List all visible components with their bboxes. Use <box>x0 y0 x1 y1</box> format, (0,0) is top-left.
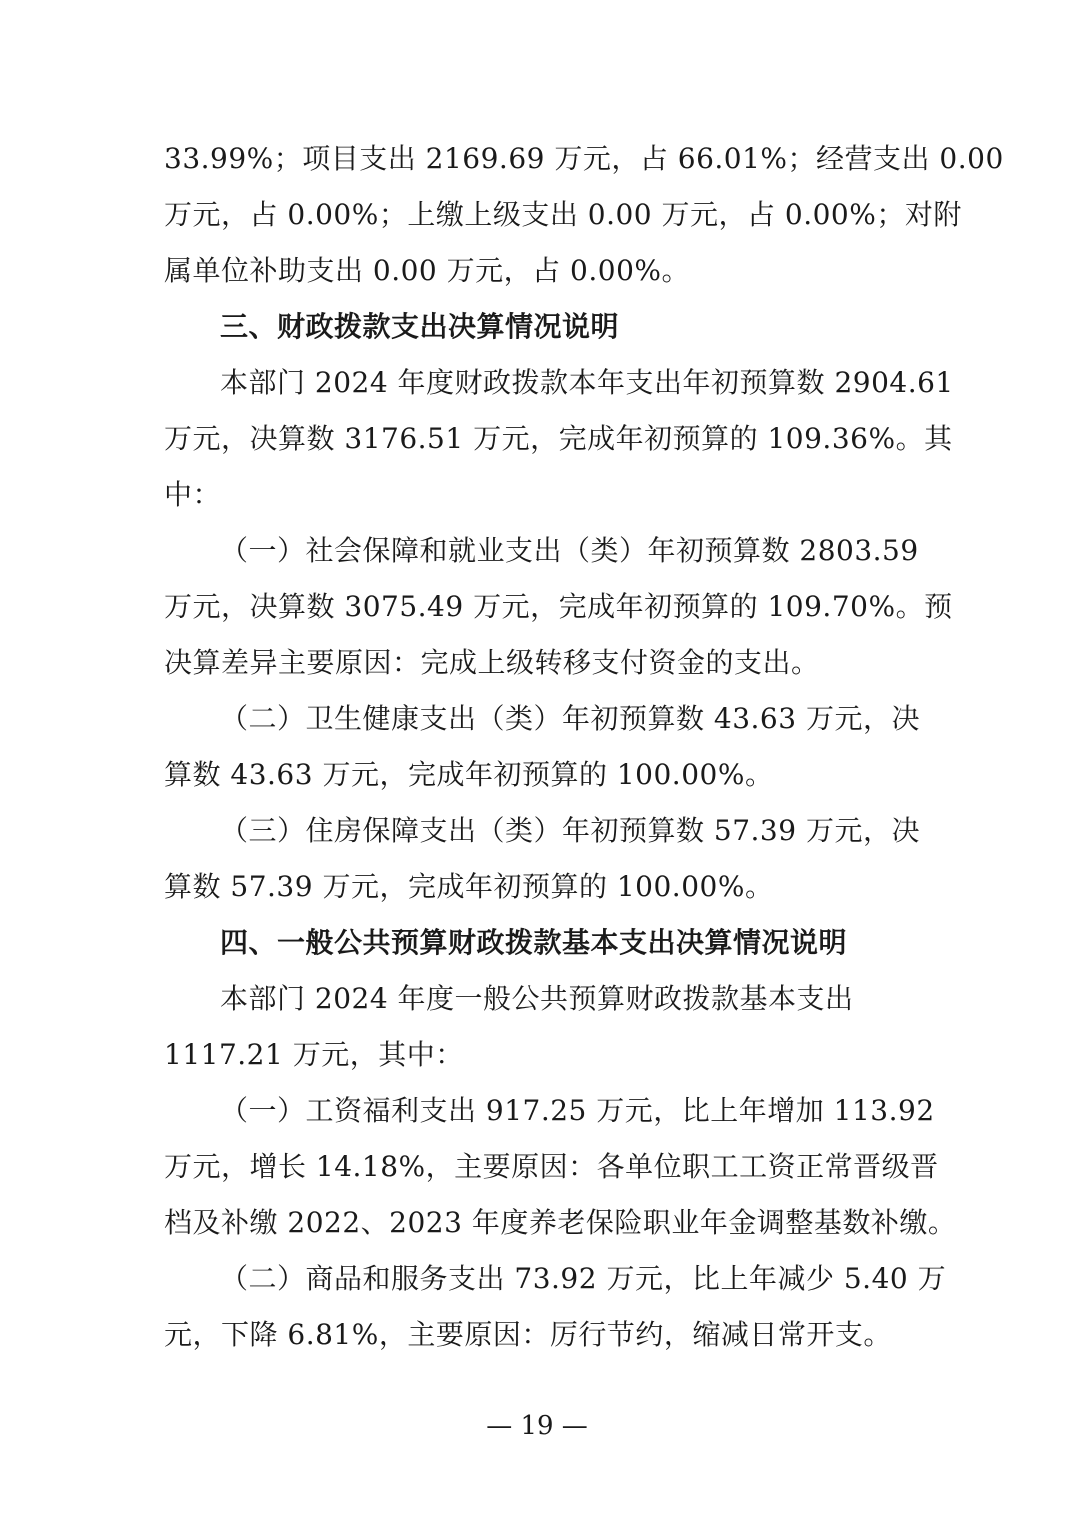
text-line: 本部门 2024 年度一般公共预算财政拨款基本支出 <box>220 982 854 1015</box>
text-line: 元，下降 6.81%，主要原因：厉行节约，缩减日常开支。 <box>164 1318 892 1351</box>
text-line: 算数 43.63 万元，完成年初预算的 100.00%。 <box>164 758 774 791</box>
page-number: — 19 — <box>486 1411 588 1441</box>
text-line: （二）卫生健康支出（类）年初预算数 43.63 万元，决 <box>220 702 920 735</box>
text-line: （一）工资福利支出 917.25 万元，比上年增加 113.92 <box>220 1094 935 1127</box>
text-line: 属单位补助支出 0.00 万元，占 0.00%。 <box>164 254 690 287</box>
text-line: 33.99%；项目支出 2169.69 万元，占 66.01%；经营支出 0.00 <box>164 142 1004 175</box>
text-line: 万元，占 0.00%；上缴上级支出 0.00 万元，占 0.00%；对附 <box>164 198 962 231</box>
text-line: 万元，增长 14.18%，主要原因：各单位职工工资正常晋级晋 <box>164 1150 939 1183</box>
text-line: 1117.21 万元，其中： <box>164 1038 464 1071</box>
text-line: （一）社会保障和就业支出（类）年初预算数 2803.59 <box>220 534 919 567</box>
text-line: 中： <box>164 478 222 511</box>
text-line: （二）商品和服务支出 73.92 万元，比上年减少 5.40 万 <box>220 1262 947 1295</box>
text-line: 万元，决算数 3176.51 万元，完成年初预算的 109.36%。其 <box>164 422 953 455</box>
text-line: 万元，决算数 3075.49 万元，完成年初预算的 109.70%。预 <box>164 590 953 623</box>
section-heading: 三、财政拨款支出决算情况说明 <box>220 310 620 343</box>
section-heading: 四、一般公共预算财政拨款基本支出决算情况说明 <box>220 926 848 959</box>
text-line: 档及补缴 2022、2023 年度养老保险职业年金调整基数补缴。 <box>164 1206 957 1239</box>
text-line: 决算差异主要原因：完成上级转移支付资金的支出。 <box>164 646 820 679</box>
text-line: 算数 57.39 万元，完成年初预算的 100.00%。 <box>164 870 774 903</box>
text-line: 本部门 2024 年度财政拨款本年支出年初预算数 2904.61 <box>220 366 954 399</box>
text-line: （三）住房保障支出（类）年初预算数 57.39 万元，决 <box>220 814 920 847</box>
